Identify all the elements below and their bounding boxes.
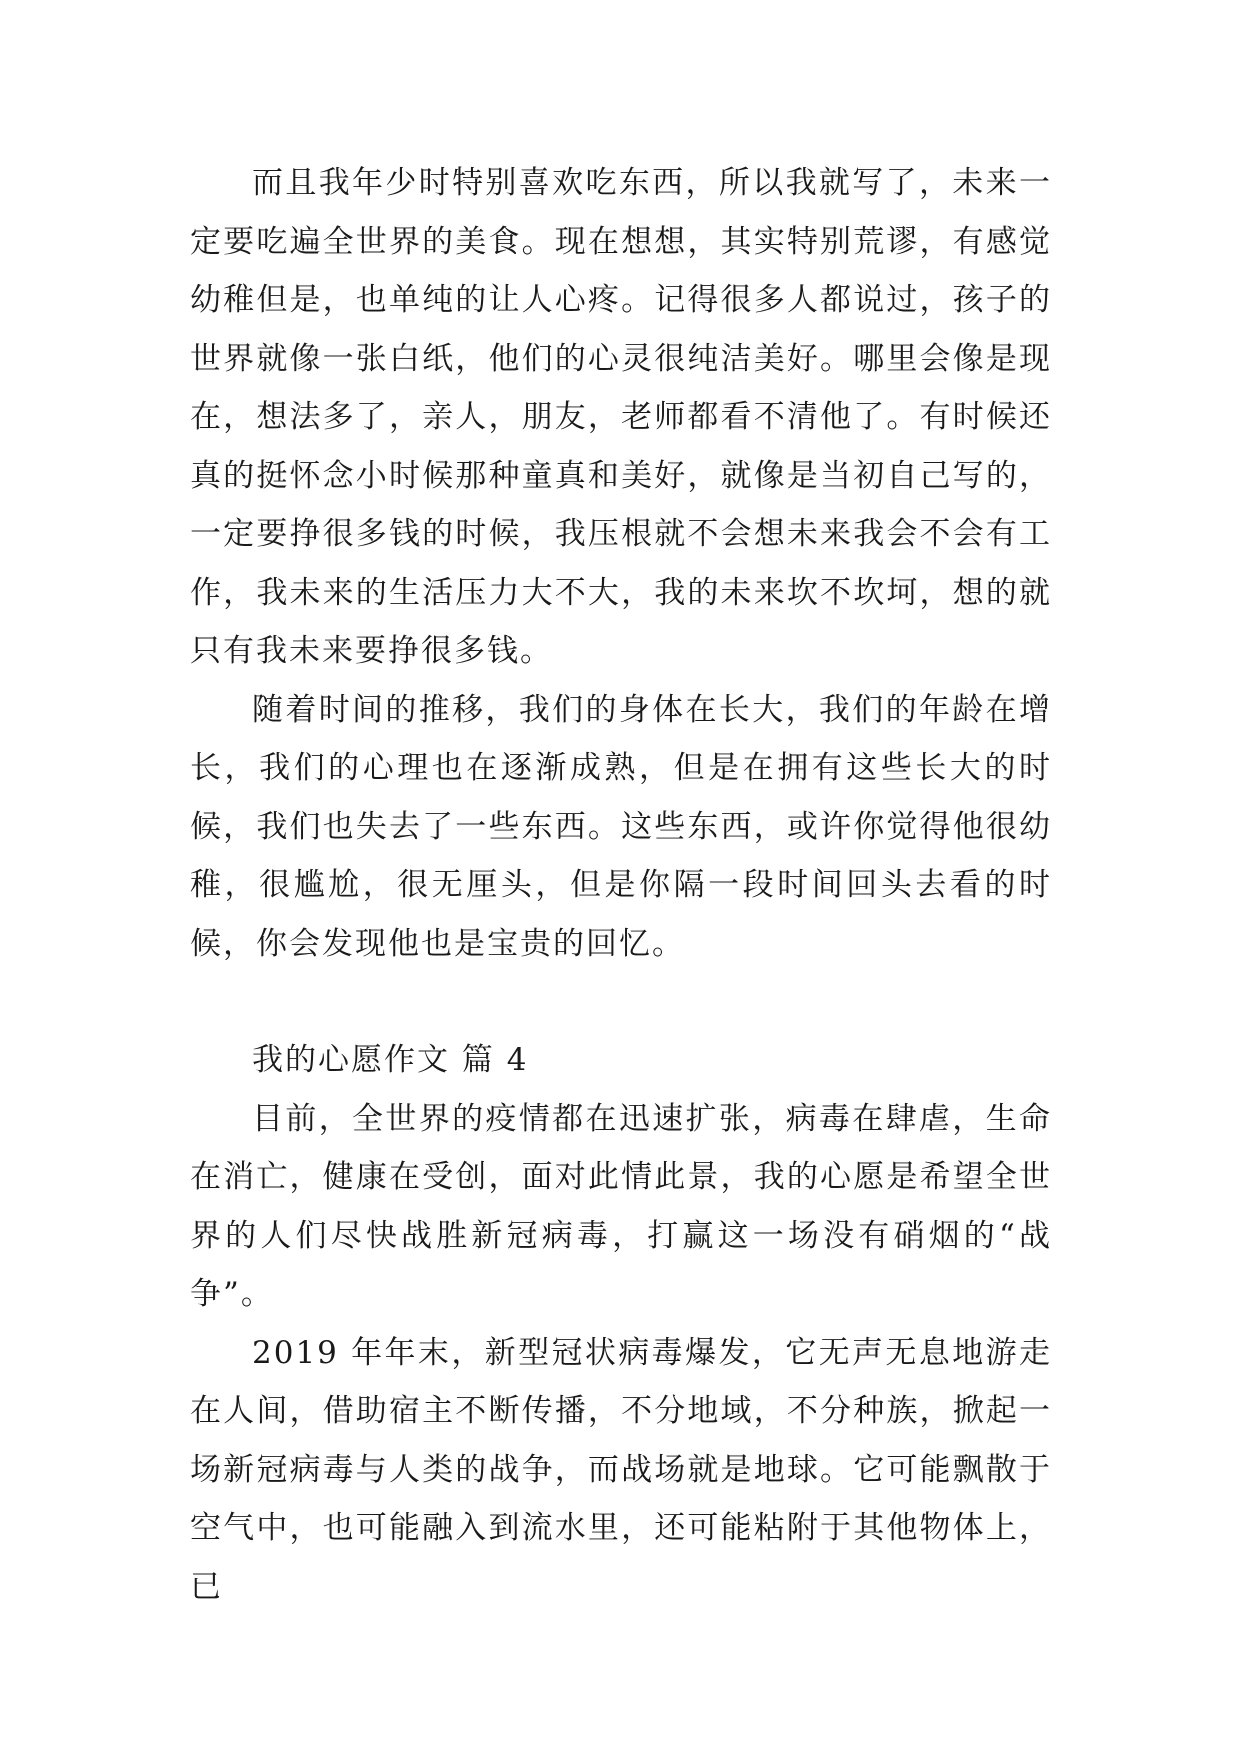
paragraph-pandemic-wish: 目前，全世界的疫情都在迅速扩张，病毒在肆虐，生命在消亡，健康在受创，面对此情此景，我的心愿是希望全世界的人们尽快战胜新冠病毒，打赢这一场没有硝烟的“战争”。 — [190, 1100, 1052, 1312]
document-body — [190, 154, 1052, 1616]
paragraph-childhood-wishes: 而且我年少时特别喜欢吃东西，所以我就写了，未来一定要吃遍全世界的美食。现在想想，其实特别荒谬，有感觉幼稚但是，也单纯的让人心疼。记得很多人都说过，孩子的世界就像一张白纸，他们的心灵很纯洁美好。哪里会像是现在，想法多了，亲人，朋友，老师都看不清他了。有时候还真的挺怀念小时候那种童真和美好，就像是当初自己写的，一定要挣很多钱的时候，我压根就不会想未来我会不会有工作，我未来的生活压力大不大，我的未来坎不坎坷，想的就只有我未来要挣很多钱。 — [190, 165, 1052, 669]
paragraph-growing-up: 随着时间的推移，我们的身体在长大，我们的年龄在增长，我们的心理也在逐渐成熟，但是在拥有这些长大的时候，我们也失去了一些东西。这些东西，或许你觉得他很幼稚，很尴尬，很无厘头，但是你隔一段时间回头去看的时候，你会发现他也是宝贵的回忆。 — [190, 691, 1052, 962]
paragraph-pandemic-outbreak: 2019 年年末，新型冠状病毒爆发，它无声无息地游走在人间，借助宿主不断传播，不分地域，不分种族，掀起一场新冠病毒与人类的战争，而战场就是地球。它可能飘散于空气中，也可能融入到流水里，还可能粘附于其他物体上，已 — [190, 1334, 1052, 1605]
section-heading: 我的心愿作文 篇 4 — [252, 1042, 529, 1078]
section-spacer — [190, 973, 1052, 1031]
